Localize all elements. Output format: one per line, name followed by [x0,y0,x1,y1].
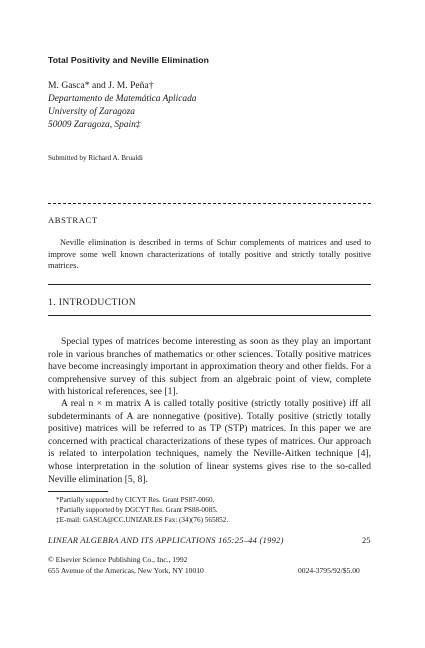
paper-title: Total Positivity and Neville Elimination [48,55,209,65]
abstract-bottom-rule [48,284,371,285]
issn-code: 0024-3795/92/$5.00 [298,566,360,575]
authors: M. Gasca* and J. M. Peña† [48,80,154,91]
section-rule [48,315,371,316]
intro-paragraph-2: A real n × m matrix A is called totally positive (strictly totally positive) iff all subdeterminants of A are nonnegative (positive). Totally positive (strictly totally positive) matrices will be referred to as TP (STP) matrices. In this paper we are concerned with practical characterizations of these types of matrices. Our approach is related to interpolation techniques, namely the Neville-Aitken technique [4], whose interpretation in the solution of linear systems gives rise to the so-called Neville elimination [5, 8]. [48,398,371,485]
affiliation-university: University of Zaragoza [48,107,135,117]
section-heading: 1. INTRODUCTION [48,297,137,308]
affiliation-address: 50009 Zaragoza, Spain‡ [48,120,141,130]
intro-paragraph-1: Special types of matrices become interesting as soon as they play an important role in various branches of mathematics or other sciences. Totally positive matrices have become increasingly important in approximation theory and other fields. For a comprehensive survey of this subject from an algebraic point of view, complete with historical references, see [1]. [48,336,371,398]
page-number: 25 [362,536,371,545]
footnote-2: †Partially supported by DGCYT Res. Grant PS88-0085. [56,506,218,514]
abstract-heading: ABSTRACT [48,215,98,225]
abstract-separator [48,203,371,204]
footnote-3: ‡E-mail: GASCA@CC.UNIZAR.ES Fax: (34)(76) 565852. [56,516,229,524]
publisher-address: 655 Avenue of the Americas, New York, NY 10010 [48,566,204,575]
footnote-rule [48,491,108,492]
abstract-text: Neville elimination is described in terms of Schur complements of matrices and used to improve some well known characterizations of totally positive and strictly totally positive matrices. [48,238,371,270]
journal-citation: LINEAR ALGEBRA AND ITS APPLICATIONS 165:25–44 (1992) [48,536,284,545]
submitted-by: Submitted by Richard A. Brualdi [48,154,143,162]
affiliation-department: Departamento de Matemática Aplicada [48,94,197,104]
footnote-1: *Partially supported by CICYT Res. Grant PS87-0060. [56,496,215,504]
publisher-copyright: © Elsevier Science Publishing Co., Inc., 1992 [48,555,188,564]
